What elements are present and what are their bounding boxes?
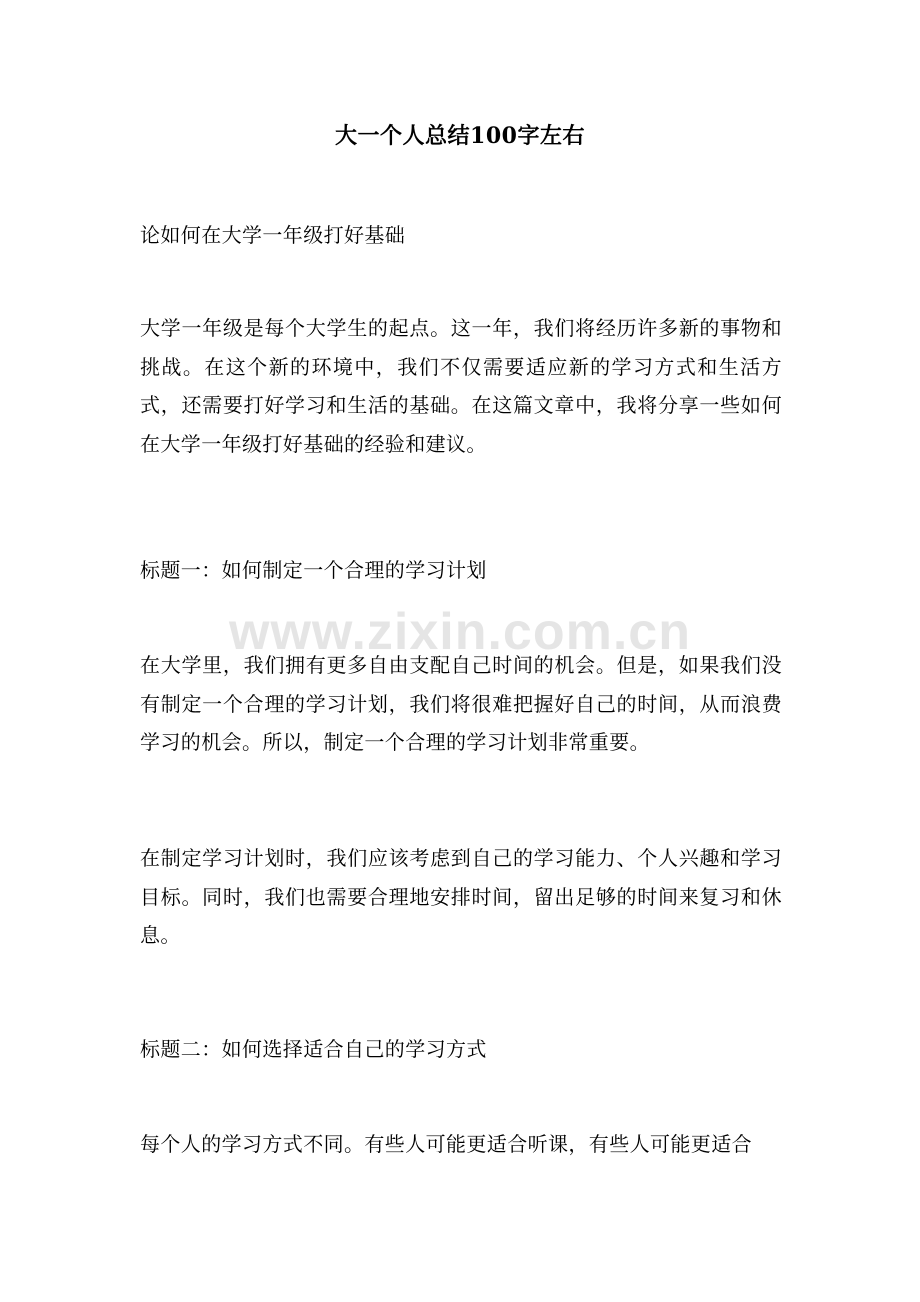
- section-heading-2: 标题二：如何选择适合自己的学习方式: [140, 1037, 487, 1061]
- section-heading-1: 标题一：如何制定一个合理的学习计划: [140, 558, 487, 582]
- intro-paragraph: 大学一年级是每个大学生的起点。这一年，我们将经历许多新的事物和挑战。在这个新的环境中，我们不仅需要适应新的学习方式和生活方式，还需要打好学习和生活的基础。在这篇文章中，我将分享一些如何在大学一年级打好基础的经验和建议。: [140, 316, 782, 456]
- paragraph-3: 每个人的学习方式不同。有些人可能更适合听课，有些人可能更适合: [140, 1132, 752, 1156]
- watermark: www.zixin.com.cn: [229, 603, 691, 661]
- document-title: 大一个人总结100字左右: [335, 123, 585, 149]
- paragraph-1: 在大学里，我们拥有更多自由支配自己时间的机会。但是，如果我们没有制定一个合理的学习计划，我们将很难把握好自己的时间，从而浪费学习的机会。所以，制定一个合理的学习计划非常重要。: [140, 653, 782, 754]
- document-subtitle: 论如何在大学一年级打好基础: [140, 223, 406, 247]
- paragraph-2: 在制定学习计划时，我们应该考虑到自己的学习能力、个人兴趣和学习目标。同时，我们也需要合理地安排时间，留出足够的时间来复习和休息。: [140, 846, 782, 947]
